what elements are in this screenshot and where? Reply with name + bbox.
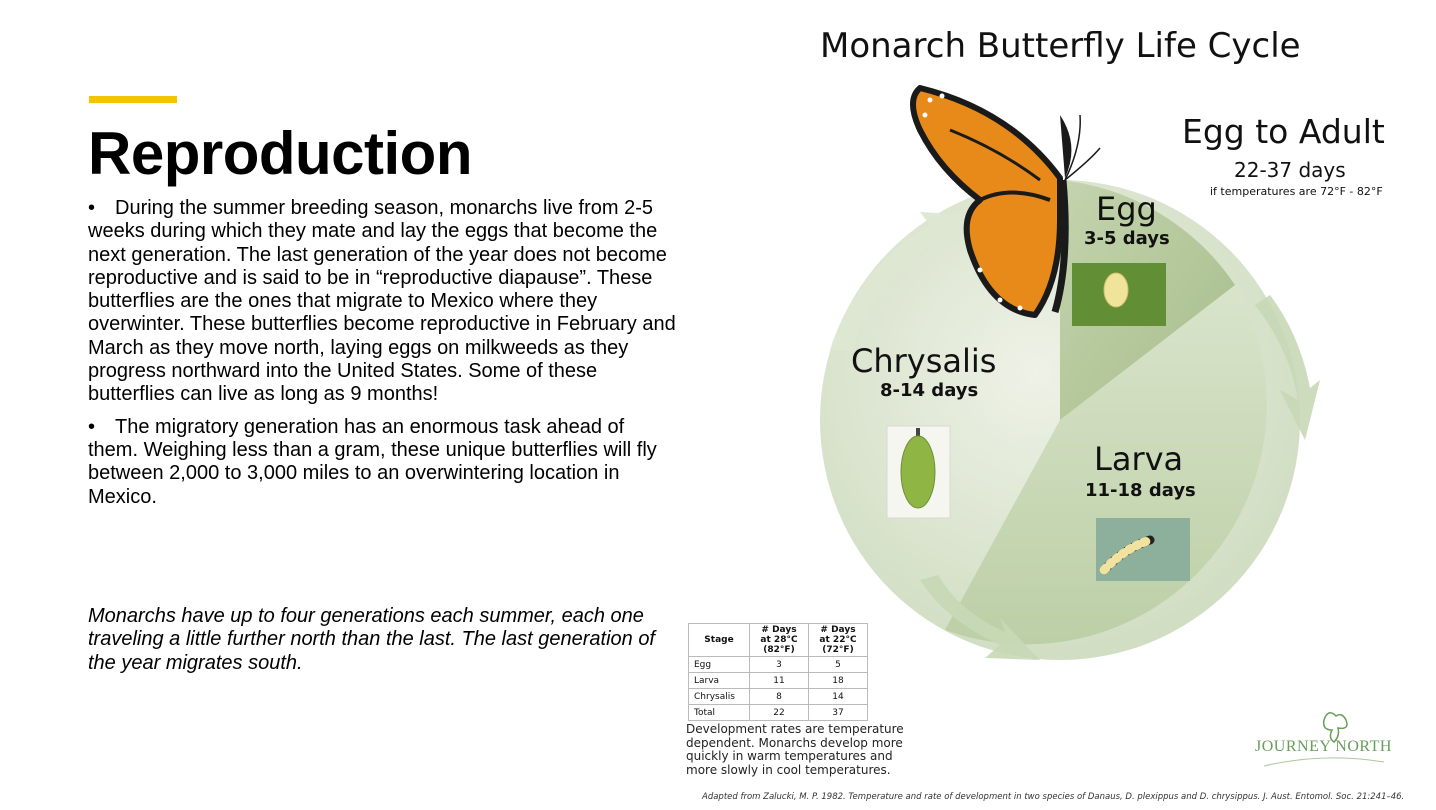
stage-egg-days: 3-5 days — [1084, 228, 1170, 249]
development-note: Development rates are temperature dependent. Monarchs develop more quickly in warm temperatures and more slowly in cool temperatures. — [686, 722, 904, 777]
table-cell: 22 — [750, 705, 809, 721]
table-cell: Total — [689, 705, 750, 721]
bullet-marker: • — [88, 197, 96, 219]
logo-text: JOURNEY NORTH — [1255, 738, 1392, 755]
table-cell: Egg — [689, 657, 750, 673]
egg-to-adult-condition: if temperatures are 72°F - 82°F — [1210, 185, 1383, 198]
egg-to-adult-title: Egg to Adult — [1182, 112, 1385, 151]
table-row — [689, 705, 868, 721]
table-cell: 11 — [750, 673, 809, 689]
bullet-text: The migratory generation has an enormous task ahead of them. Weighing less than a gram, these unique butterflies will fly between 2,000 to 3,000 miles to an overwintering location in Mexico. — [88, 415, 657, 508]
table-cell: 8 — [750, 689, 809, 705]
italic-note: Monarchs have up to four generations each summer, each one traveling a little further north than the last. The last generation of the year migrates south. — [88, 605, 655, 674]
bullet-marker: • — [88, 415, 96, 438]
figure-title: Monarch Butterfly Life Cycle — [820, 26, 1301, 66]
stage-larva-days: 11-18 days — [1085, 480, 1196, 501]
stage-chrysalis-label: Chrysalis — [851, 342, 997, 380]
stage-egg-label: Egg — [1096, 190, 1157, 228]
table-cell: 37 — [809, 705, 868, 721]
stage-larva-label: Larva — [1094, 440, 1184, 478]
table-row — [689, 673, 868, 689]
bullet-paragraph — [88, 197, 678, 407]
larva-photo — [1096, 518, 1190, 581]
egg-photo — [1072, 263, 1166, 326]
development-table — [688, 623, 868, 721]
slide-title: Reproduction — [88, 120, 472, 187]
table-cell: 3 — [750, 657, 809, 673]
table-header: # Days at 22°C (72°F) — [809, 624, 868, 657]
life-cycle-figure — [680, 20, 1430, 810]
table-row — [689, 657, 868, 673]
bullet-paragraph — [88, 416, 678, 509]
table-row — [689, 689, 868, 705]
stage-chrysalis-days: 8-14 days — [880, 380, 979, 401]
table-header: # Days at 28°C (82°F) — [750, 624, 809, 657]
table-cell: 18 — [809, 673, 868, 689]
chrysalis-photo — [887, 426, 950, 518]
slide-body — [88, 197, 678, 518]
table-cell: 14 — [809, 689, 868, 705]
table-cell: Larva — [689, 673, 750, 689]
title-accent-bar — [89, 96, 177, 103]
bullet-text: During the summer breeding season, monarchs live from 2-5 weeks during which they mate and lay the eggs that become the next generation. The last generation of the year does not become reproductive and is said to be in “reproductive diapause”. These butterflies are the ones that migrate to Mexico where they overwinter. These butterflies become reproductive in February and March as they move north, laying eggs on milkweeds as they progress northward into the United States. Some of these butterflies can live as long as 9 months! — [88, 197, 676, 406]
citation: Adapted from Zalucki, M. P. 1982. Temperature and rate of development in two species of Danaus, D. plexippus and D. chrysippus. J. Aust. Entomol. Soc. 21:241–46. — [702, 792, 1405, 802]
table-cell: 5 — [809, 657, 868, 673]
table-header: Stage — [689, 624, 750, 657]
table-cell: Chrysalis — [689, 689, 750, 705]
table-header-row — [689, 624, 868, 657]
logo-swoosh — [1264, 758, 1384, 766]
egg-to-adult-days: 22-37 days — [1234, 158, 1346, 182]
